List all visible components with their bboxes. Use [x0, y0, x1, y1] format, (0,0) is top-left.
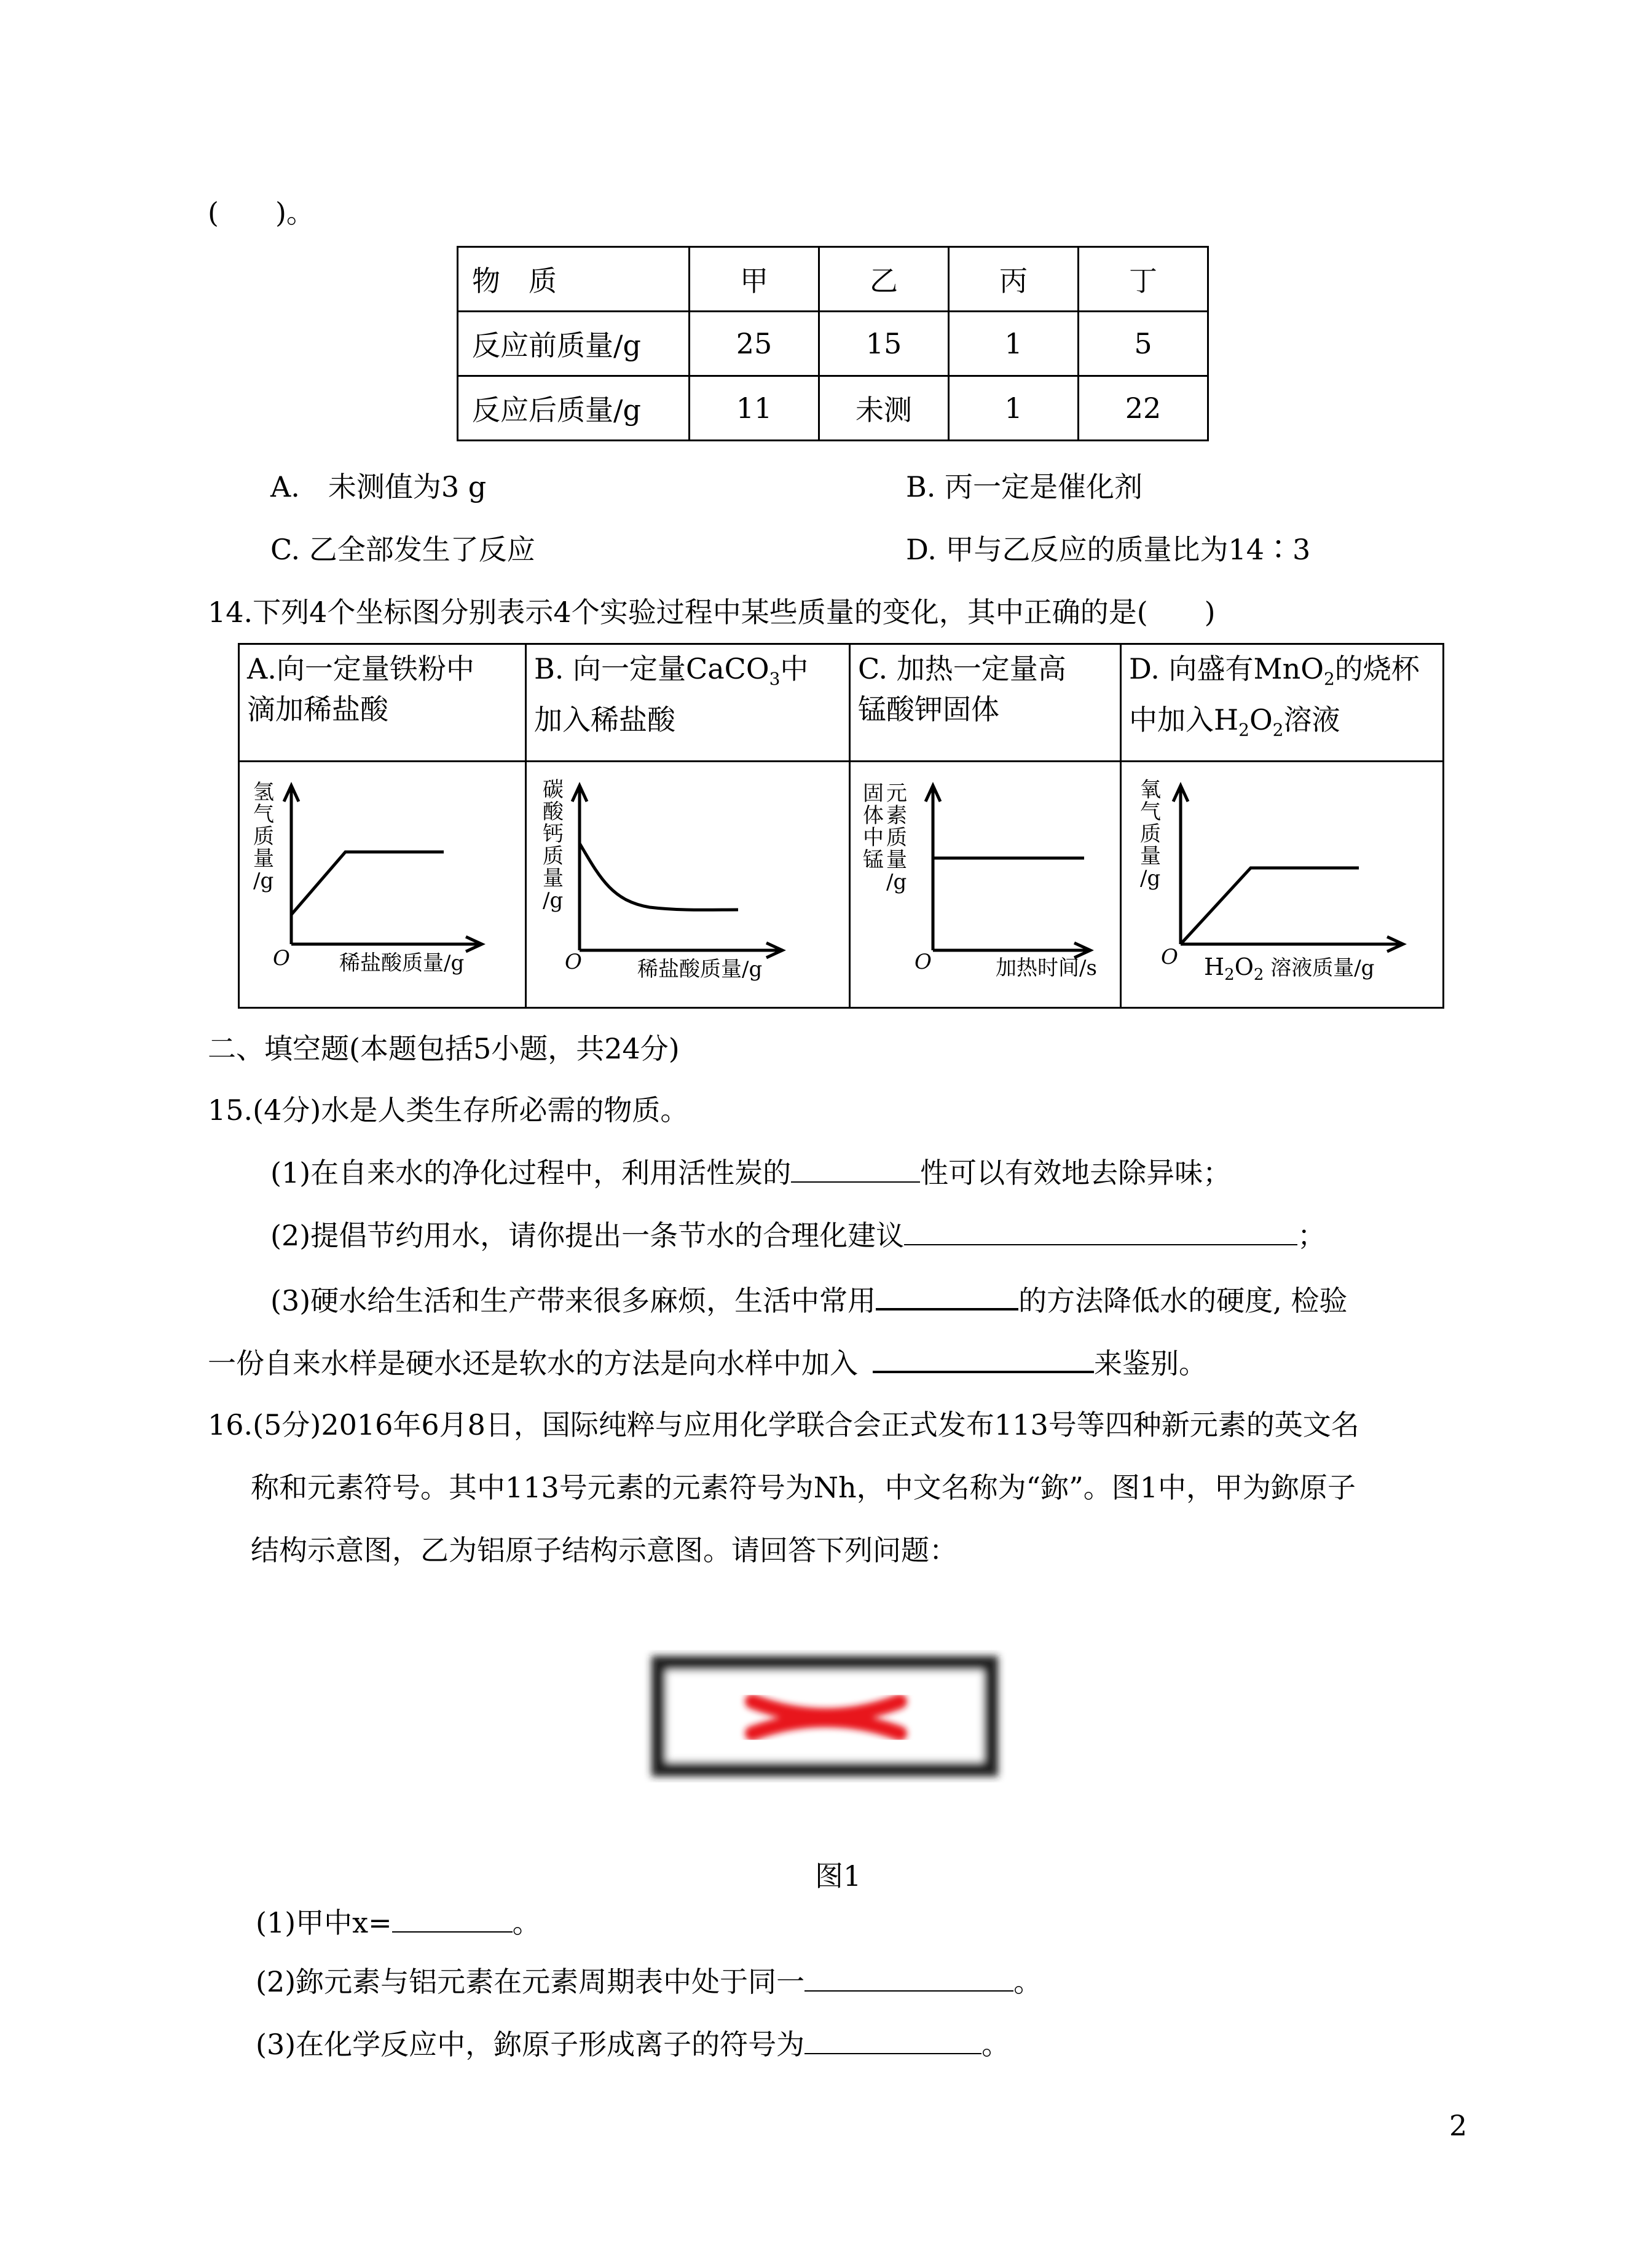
table-cell: 1 — [949, 376, 1079, 441]
y-axis-label-char: 钙 — [543, 822, 564, 846]
caption-text: D. 向盛有MnO — [1129, 652, 1324, 685]
table-cell: 反应前质量/g — [458, 312, 690, 376]
caption-line: 锰酸钾固体 — [858, 693, 999, 726]
question-text: 。 — [1013, 1965, 1042, 1998]
graph-curve — [1181, 868, 1359, 944]
y-axis-label-char: 质 — [1140, 822, 1161, 846]
q15-part-1 — [270, 1154, 1231, 1191]
q13-mass-table — [457, 246, 1209, 441]
table-cell: 25 — [690, 312, 819, 376]
y-axis-label-char: 氢 — [253, 780, 274, 805]
y-axis-label-char: 体 — [863, 803, 884, 828]
caption-line: C. 加热一定量高 — [858, 652, 1066, 685]
graph-b-caption — [526, 644, 850, 762]
caption-text: O — [1249, 703, 1273, 737]
y-axis-label-char: 中 — [863, 826, 884, 850]
table-cell: 11 — [690, 376, 819, 441]
subscript: 2 — [1224, 966, 1235, 984]
answer-blank[interactable] — [791, 1154, 920, 1183]
y-axis-label-char: /g — [1140, 866, 1161, 891]
q15-part-3-cont — [208, 1344, 1207, 1382]
table-cell: 丙 — [949, 247, 1079, 312]
caption-text: 中加入H — [1129, 703, 1239, 737]
origin-label: O — [1161, 945, 1178, 969]
figure-caption: 图1 — [815, 1859, 862, 1893]
y-axis-label-char: 量 — [253, 846, 274, 871]
y-axis-label-char: /g — [253, 869, 274, 893]
q15-part-3 — [270, 1281, 1347, 1319]
table-cell: 22 — [1079, 376, 1208, 441]
subscript: 2 — [1323, 669, 1335, 690]
caption-line — [1129, 648, 1435, 699]
graph-curve — [291, 852, 444, 915]
origin-label: O — [565, 950, 582, 974]
graph-b — [526, 762, 850, 1008]
y-axis-label-char: 氧 — [1140, 778, 1161, 802]
caption-text: 的烧杯 — [1334, 652, 1420, 685]
y-axis — [926, 786, 940, 950]
caption-line — [1129, 699, 1435, 751]
q16-stem-line-3: 结构示意图，乙为铝原子结构示意图。请回答下列问题： — [251, 1534, 958, 1567]
graph-d — [1121, 762, 1444, 1008]
q13-answer-bracket: ( )。 — [208, 196, 315, 229]
answer-blank[interactable] — [804, 2026, 981, 2054]
table-row — [458, 247, 1208, 312]
x-label-part: H — [1204, 953, 1225, 980]
graph-c-caption — [850, 644, 1121, 762]
caption-line: 加入稀盐酸 — [534, 703, 675, 737]
table-row — [458, 312, 1208, 376]
graph-a-caption — [239, 644, 526, 762]
answer-blank[interactable] — [904, 1217, 1297, 1245]
table-cell: 1 — [949, 312, 1079, 376]
q13-option-d: D. 甲与乙反应的质量比为14∶3 — [906, 533, 1311, 566]
question-text: 的方法降低水的硬度, 检验 — [1018, 1284, 1348, 1317]
y-axis-label-char: 质 — [253, 824, 274, 849]
origin-label: O — [914, 950, 932, 974]
question-text: (1)在自来水的净化过程中，利用活性炭的 — [270, 1156, 792, 1189]
caption-text: 中 — [780, 652, 809, 685]
y-axis-label-char: 量 — [886, 848, 907, 872]
question-text: (1)甲中x= — [256, 1906, 392, 1939]
table-row — [239, 762, 1444, 1008]
caption-line: A.向一定量铁粉中 — [247, 652, 474, 685]
answer-blank[interactable] — [873, 1344, 1094, 1373]
y-axis-label-char: 锰 — [863, 848, 884, 872]
graph-curve — [580, 843, 738, 910]
y-axis-label-char: 元 — [886, 781, 907, 806]
table-cell: 乙 — [819, 247, 949, 312]
question-text: (2)提倡节约用水，请你提出一条节水的合理化建议 — [270, 1219, 905, 1252]
table-row — [239, 644, 1444, 762]
y-axis-label-char: /g — [543, 888, 564, 913]
table-cell: 丁 — [1079, 247, 1208, 312]
table-cell: 15 — [819, 312, 949, 376]
graph-b-svg — [527, 762, 834, 1003]
x-label-part: 溶液质量/g — [1264, 956, 1375, 980]
table-cell: 5 — [1079, 312, 1208, 376]
q14-stem: 14.下列4个坐标图分别表示4个实验过程中某些质量的变化，其中正确的是( ) — [208, 596, 1216, 629]
section-title: 二、填空题(本题包括5小题，共24分) — [208, 1032, 680, 1065]
graph-d-caption — [1121, 644, 1444, 762]
q13-option-b: B. 丙一定是催化剂 — [906, 470, 1143, 503]
y-axis-label-char: 量 — [1140, 844, 1161, 869]
x-axis-label: 稀盐酸质量/g — [339, 951, 465, 975]
question-text: ； — [1297, 1219, 1326, 1252]
q13-option-a: A. 未测值为3 g — [270, 470, 487, 503]
question-text: (3)硬水给生活和生产带来很多麻烦，生活中常用 — [270, 1284, 876, 1317]
y-axis — [284, 786, 299, 944]
table-cell: 物 质 — [458, 247, 690, 312]
subscript: 2 — [1238, 720, 1249, 741]
y-axis — [572, 786, 587, 950]
y-axis-label-char: 固 — [863, 781, 884, 806]
question-text: 一份自来水样是硬水还是软水的方法是向水样中加入 — [208, 1347, 858, 1380]
answer-blank[interactable] — [876, 1281, 1018, 1310]
q16-sub-3 — [256, 2026, 1010, 2063]
broken-image-icon — [642, 1650, 1010, 1783]
y-axis-label-char: 质 — [886, 826, 907, 850]
y-axis — [1173, 786, 1188, 944]
q14-graph-table — [238, 643, 1444, 1009]
caption-line — [534, 648, 841, 699]
origin-label: O — [273, 946, 290, 971]
x-axis-label: 加热时间/s — [996, 956, 1097, 980]
q16-sub-1 — [256, 1904, 541, 1941]
caption-text: B. 向一定量CaCO — [534, 652, 769, 685]
question-text: (3)在化学反应中，鉨原子形成离子的符号为 — [256, 2028, 805, 2061]
question-text: 。 — [512, 1906, 541, 1939]
subscript: 2 — [1253, 966, 1264, 984]
table-cell: 反应后质量/g — [458, 376, 690, 441]
y-axis-label-char: 质 — [543, 844, 564, 869]
graph-c — [850, 762, 1121, 1008]
q15-part-2 — [270, 1217, 1326, 1254]
q16-stem-line-1: 16.(5分)2016年6月8日，国际纯粹与应用化学联合会正式发布113号等四种新元素的英文名 — [208, 1408, 1359, 1441]
y-axis-label-char: 素 — [886, 803, 907, 828]
y-axis-label-char: 酸 — [543, 800, 564, 824]
x-axis — [580, 943, 782, 958]
q16-sub-2 — [256, 1963, 1042, 2000]
question-text: (2)鉨元素与铝元素在元素周期表中处于同一 — [256, 1965, 805, 1998]
table-cell: 未测 — [819, 376, 949, 441]
x-axis-label — [1204, 953, 1374, 984]
q13-option-c: C. 乙全部发生了反应 — [270, 533, 535, 566]
subscript: 2 — [1272, 720, 1284, 741]
question-text: 。 — [981, 2028, 1010, 2061]
y-axis-label-char: 碳 — [543, 778, 564, 802]
graph-d-svg — [1122, 762, 1428, 1003]
broken-image-placeholder — [642, 1650, 1010, 1783]
subscript: 3 — [769, 669, 781, 690]
page-number: 2 — [1449, 2109, 1468, 2142]
table-row — [458, 376, 1208, 441]
answer-blank[interactable] — [804, 1963, 1013, 1992]
x-label-part: O — [1234, 953, 1254, 980]
x-axis — [1181, 937, 1403, 952]
question-text: 来鉴别。 — [1094, 1347, 1207, 1380]
graph-c-svg — [851, 762, 1105, 1003]
question-text: 性可以有效地去除异味； — [920, 1156, 1232, 1189]
graph-a-svg — [240, 762, 525, 1003]
caption-line: 滴加稀盐酸 — [247, 693, 388, 726]
x-axis-label: 稀盐酸质量/g — [637, 957, 763, 982]
y-axis-label-char: /g — [886, 870, 907, 894]
answer-blank[interactable] — [392, 1904, 513, 1933]
caption-text: 溶液 — [1283, 703, 1340, 737]
graph-a — [239, 762, 526, 1008]
y-axis-label-char: 气 — [253, 802, 274, 827]
y-axis-label-char: 气 — [1140, 800, 1161, 824]
q15-stem: 15.(4分)水是人类生存所必需的物质。 — [208, 1094, 689, 1127]
x-axis — [291, 937, 482, 952]
table-cell: 甲 — [690, 247, 819, 312]
y-axis-label-char: 量 — [543, 866, 564, 891]
q16-stem-line-2: 称和元素符号。其中113号元素的元素符号为Nh，中文名称为“鉨”。图1中，甲为鉨原子 — [251, 1471, 1356, 1504]
